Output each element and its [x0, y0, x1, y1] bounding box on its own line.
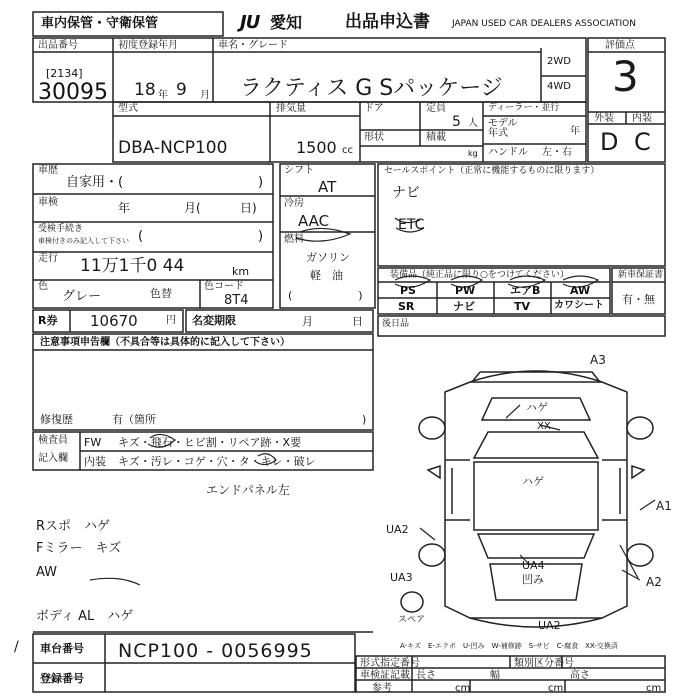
diag-ua3: UA3	[390, 571, 413, 584]
note-front-mirror: Fミラー キズ	[36, 541, 122, 556]
dealer-label: ディーラー・並行	[488, 103, 560, 113]
tax-month: 月	[302, 315, 313, 328]
shift-label: シフト	[284, 165, 314, 176]
month-unit: 月	[200, 90, 210, 101]
sales-point-line2: ETC	[398, 217, 425, 233]
ju-logo: JU	[240, 12, 260, 33]
mileage-label: 走行	[38, 253, 58, 264]
color-code-label: 色コード	[204, 281, 244, 292]
interior-items-label: 内装	[84, 455, 106, 468]
drive-4wd: 4WD	[547, 81, 571, 92]
diag-ua2-bottom: UA2	[538, 619, 561, 632]
km-unit: km	[232, 265, 250, 278]
model-value: DBA-NCP100	[118, 138, 228, 158]
ac-label: 冷房	[284, 198, 304, 209]
storage-label: 車内保管・守衛保管	[41, 16, 159, 31]
org-name: 愛知	[270, 13, 303, 32]
rear-seat-label: 後日品	[382, 319, 410, 329]
lot-label: 出品番号	[38, 40, 78, 51]
tax-day: 日	[352, 315, 363, 328]
capacity-value: 5	[452, 114, 461, 130]
exterior-label: 外装	[594, 113, 614, 124]
repair-close: )	[362, 413, 367, 426]
diag-hage-2: ハゲ	[522, 475, 544, 488]
fuel-light: 軽 油	[310, 269, 343, 282]
first-reg-label: 初度登録年月	[118, 40, 178, 51]
color-code-value: 8T4	[224, 293, 249, 308]
diag-hage-1: ハゲ	[526, 401, 548, 414]
first-reg-year: 18	[134, 80, 156, 100]
equip-leather: カワシート	[554, 300, 604, 311]
note-aw: AW	[36, 565, 58, 580]
fuel-gasoline: ガソリン	[306, 251, 350, 264]
equip-airbag: エアB	[510, 284, 541, 297]
interior-label: 内装	[632, 113, 652, 124]
sales-point-label: セールスポイント（正常に機能するものに限ります）	[384, 166, 600, 176]
equip-sr: SR	[398, 300, 415, 313]
equip-aw: AW	[570, 284, 591, 297]
diag-a1-right: A1	[656, 499, 672, 513]
capacity-label: 定員	[426, 103, 446, 114]
note-rear-spoiler: Rスポ ハゲ	[36, 519, 111, 534]
diag-pekomi: 凹み	[522, 573, 544, 586]
note-tick: /	[14, 639, 19, 655]
ref-label: 参考	[372, 683, 392, 694]
equip-tv: TV	[514, 300, 531, 313]
persons-unit: 人	[468, 118, 478, 129]
ac-value: AAC	[298, 212, 330, 230]
history-label: 車歴	[38, 165, 58, 176]
drive-2wd: 2WD	[547, 56, 571, 67]
recycle-value: 10670	[90, 312, 138, 330]
reg-number-label: 登録番号	[40, 672, 84, 685]
handle-options: 左・右	[542, 147, 572, 158]
inspector-label-1: 検査員	[38, 435, 68, 446]
car-name-label: 車名・グレード	[218, 40, 288, 51]
color-label: 色	[38, 281, 48, 292]
note-end-panel: エンドパネル左	[206, 483, 290, 497]
chassis-label: 車台番号	[40, 642, 84, 655]
shift-value: AT	[318, 178, 337, 196]
height-label: 高さ	[570, 670, 590, 681]
inspection-year: 年	[118, 201, 131, 215]
repair-label: 修復歴	[40, 413, 73, 426]
model-year-label2: 年式	[488, 128, 508, 139]
diag-ua4: UA4	[522, 559, 545, 572]
model-year-unit: 年	[570, 126, 580, 137]
diag-spare-label: スペア	[398, 615, 426, 625]
hakkou-paren-close: )	[258, 229, 264, 244]
inspection-day: 日)	[240, 201, 257, 215]
handle-label: ハンドル	[488, 147, 528, 158]
diag-a3-top: A3	[590, 353, 606, 367]
kg-unit: kg	[468, 149, 478, 158]
equipment-label: 装備品（純正品に限り○をつけてください）	[390, 270, 569, 280]
reg-date-label: 車検証記載	[360, 670, 410, 681]
history-value: 自家用・(	[66, 175, 124, 190]
displacement-value: 1500	[296, 138, 337, 157]
length-label: 長さ	[416, 670, 436, 681]
door-label: ドア	[364, 103, 384, 114]
color-change-label: 色替	[150, 287, 172, 300]
cc-unit: cc	[342, 145, 353, 156]
cm-unit-1: cm	[455, 683, 471, 694]
english-name: JAPAN USED CAR DEALERS ASSOCIATION	[452, 19, 636, 29]
displacement-label: 排気量	[276, 103, 306, 114]
hakkou-paren-open: (	[138, 229, 144, 244]
model-label: 型式	[118, 103, 138, 114]
inspection-label: 車検	[38, 197, 58, 208]
equip-navi: ナビ	[453, 300, 475, 313]
score-value: 3	[612, 52, 639, 101]
diag-ua2-left: UA2	[386, 523, 409, 536]
model-year-label1: モデル	[488, 118, 518, 129]
diag-legend: A-キズ E-エクボ U-凹み W-補修跡 S-サビ C-腐食 XX-交換済	[400, 642, 618, 650]
shape-label: 形状	[364, 132, 384, 143]
hakkou-sub: 車検付きのみ記入して下さい	[38, 237, 129, 245]
yen-unit: 円	[166, 315, 176, 326]
fuel-paren: ( )	[288, 289, 363, 302]
mileage-value: 11万1千0 44	[80, 256, 185, 276]
chassis-value: NCP100 - 0056995	[118, 640, 313, 662]
inspector-label-2: 記入欄	[38, 453, 68, 464]
diag-xx-mark: XX	[537, 421, 551, 432]
warranty-label: 新車保証書	[618, 270, 664, 280]
interior-grade: C	[634, 128, 651, 156]
lot-number: 30095	[38, 80, 108, 105]
hakkou-label: 受検手続き	[38, 224, 84, 234]
notes-label: 注意事項申告欄（不具合等は具体的に記入して下さい）	[40, 337, 290, 348]
cm-unit-3: cm	[646, 683, 662, 694]
fw-label: FW	[84, 436, 102, 449]
warranty-options: 有・無	[622, 293, 655, 306]
tax-label: 名変期限	[192, 314, 236, 327]
load-label: 積載	[426, 132, 446, 143]
year-unit: 年	[158, 90, 168, 101]
recycle-label: R券	[38, 314, 58, 327]
fuel-label: 燃料	[284, 234, 304, 245]
exterior-grade: D	[600, 128, 619, 156]
form-title: 出品申込書	[345, 12, 430, 32]
lot-small: [2134]	[46, 67, 83, 80]
inspection-month: 月(	[184, 201, 201, 215]
interior-items: キズ・汚レ・コゲ・穴・タ・キレ・破レ	[118, 455, 316, 468]
cm-unit-2: cm	[548, 683, 564, 694]
first-reg-month: 9	[176, 80, 187, 100]
repair-value: 有（箇所	[112, 413, 156, 426]
note-body: ボディ AL ハゲ	[36, 609, 134, 624]
fw-items: キズ・飛石・ヒビ割・リペア跡・X要	[118, 436, 302, 449]
type-designation-label: 形式指定番号	[360, 658, 420, 669]
score-label: 評価点	[605, 40, 635, 51]
equip-ps: PS	[400, 284, 416, 297]
equip-pw: PW	[455, 284, 476, 297]
color-value: グレー	[62, 289, 102, 304]
category-designation-label: 類別区分番号	[514, 658, 574, 669]
history-close: )	[258, 175, 264, 190]
car-name: ラクティス G Sパッケージ	[240, 76, 503, 101]
diag-a2-right: A2	[646, 575, 662, 589]
sales-point-line1: ナビ	[392, 185, 420, 201]
width-label: 幅	[490, 670, 500, 681]
